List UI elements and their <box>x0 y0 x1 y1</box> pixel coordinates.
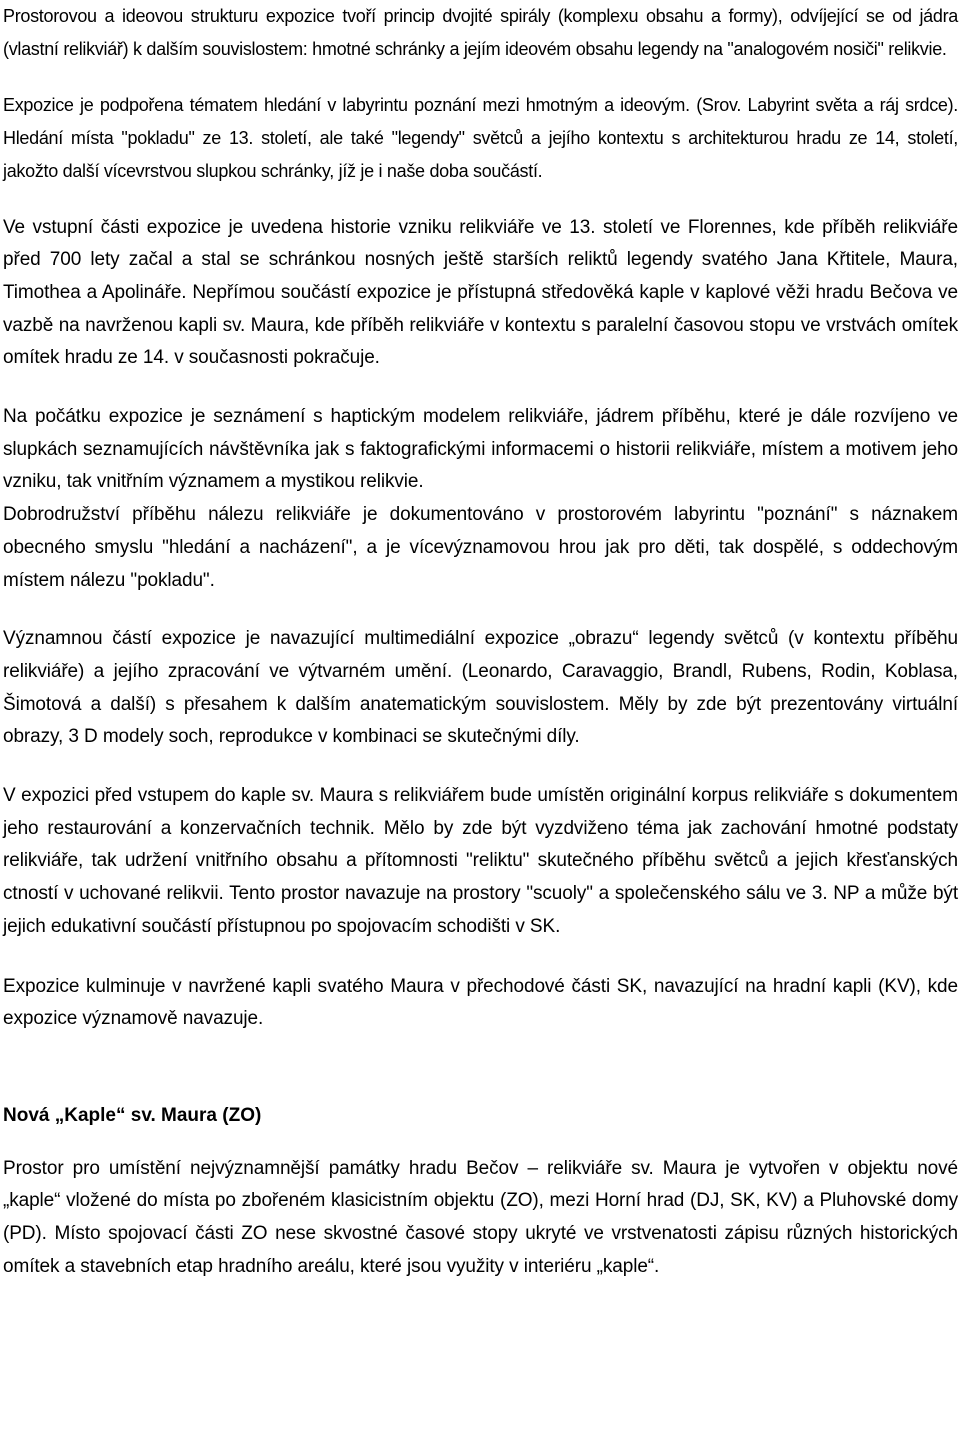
paragraph-structure: Prostorovou a ideovou strukturu expozice tvoří princip dvojité spirály (komplexu obsahu a formy), odvíjející se od jádra (vlastní relikviář) k dalším souvislostem: hmotné schránky a jejím ideovém obsahu legendy na "analogovém nosiči" relikvie. <box>3 6 958 59</box>
paragraph-beginning: Na počátku expozice je seznámení s haptickým modelem relikviáře, jádrem příběhu, které je dále rozvíjeno ve slupkách seznamujících návštěvníka jak s faktografickými informacemi o historii relikviáře, místem a motivem jeho vzniku, tak vnitřním významem a mystikou relikvie. <box>3 406 958 493</box>
section-heading: Nová „Kaple“ sv. Maura (ZO) <box>3 1104 262 1126</box>
document-page <box>3 0 958 1284</box>
paragraph-adventure: Dobrodružství příběhu nálezu relikviáře je dokumentováno v prostorovém labyrintu "poznání" s náznakem obecného smyslu "hledání a nacházení", a je vícevýznamovou hrou jak pro děti, tak dospělé, s oddechovým místem nálezu "pokladu". <box>3 504 958 591</box>
paragraph-before-chapel: V expozici před vstupem do kaple sv. Maura s relikviářem bude umístěn originální korpus relikviáře s dokumentem jeho restaurování a konzervačních technik. Mělo by zde být vyzdviženo téma jak zachování hmotné podstaty relikviáře, tak udržení vnitřního obsahu a přítomnosti "reliktu" skutečného příběhu světců a jejich křesťanských ctností v uchované relikvii. Tento prostor navazuje na prostory "scuoly" a společenského sálu ve 3. NP a může být jejich edukativní součástí přístupnou po spojovacím schodišti v SK. <box>3 785 958 937</box>
paragraph-entrance: Ve vstupní části expozice je uvedena historie vzniku relikviáře ve 13. století ve Florennes, kde příběh relikviáře před 700 lety začal a stal se schránkou nosných ještě starších reliktů legendy svatého Jana Křtitele, Maura, Timothea a Apolináře. Nepřímou součástí expozice je přístupná středověká kaple v kaplové věži hradu Bečova ve vazbě na navrženou kapli sv. Maura, kde příběh relikviáře v kontextu s paralelní časovou stopu ve vrstvách omítek omítek hradu ze 14. v současnosti pokračuje. <box>3 216 958 369</box>
paragraph-chapel: Prostor pro umístění nejvýznamnější památky hradu Bečov – relikviáře sv. Maura je vytvořen v objektu nové „kaple“ vložené do místa po zbořeném klasicistním objektu (ZO), mezi Horní hrad (DJ, SK, KV) a Pluhovské domy (PD). Místo spojovací části ZO nese skvostné časové stopy ukryté ve vrstvenatosti zápisu různých historických omítek a stavebních etap hradního areálu, které jsou využity v interiéru „kaple“. <box>3 1157 958 1277</box>
paragraph-culmination: Expozice kulminuje v navržené kapli svatého Maura v přechodové části SK, navazující na hradní kapli (KV), kde expozice významově navazuje. <box>3 975 958 1030</box>
paragraph-multimedia: Významnou částí expozice je navazující multimediální expozice „obrazu“ legendy světců (v kontextu příběhu relikviáře) a jejího zpracování ve výtvarném umění. (Leonardo, Caravaggio, Brandl, Rubens, Rodin, Koblasa, Šimotová a další) s přesahem k dalším anatematickým souvislostem. Měly by zde být prezentovány virtuální obrazy, 3 D modely soch, reprodukce v kombinaci se skutečnými díly. <box>3 628 958 748</box>
paragraph-labyrinth: Expozice je podpořena tématem hledání v labyrintu poznání mezi hmotným a ideovým. (Srov. Labyrint světa a ráj srdce). Hledání místa "pokladu" ze 13. století, ale také "legendy" světců a jejího kontextu s architekturou hradu ze 14, století, jakožto další vícevrstvou slupkou schránky, jíž je i naše doba součástí. <box>3 95 958 181</box>
